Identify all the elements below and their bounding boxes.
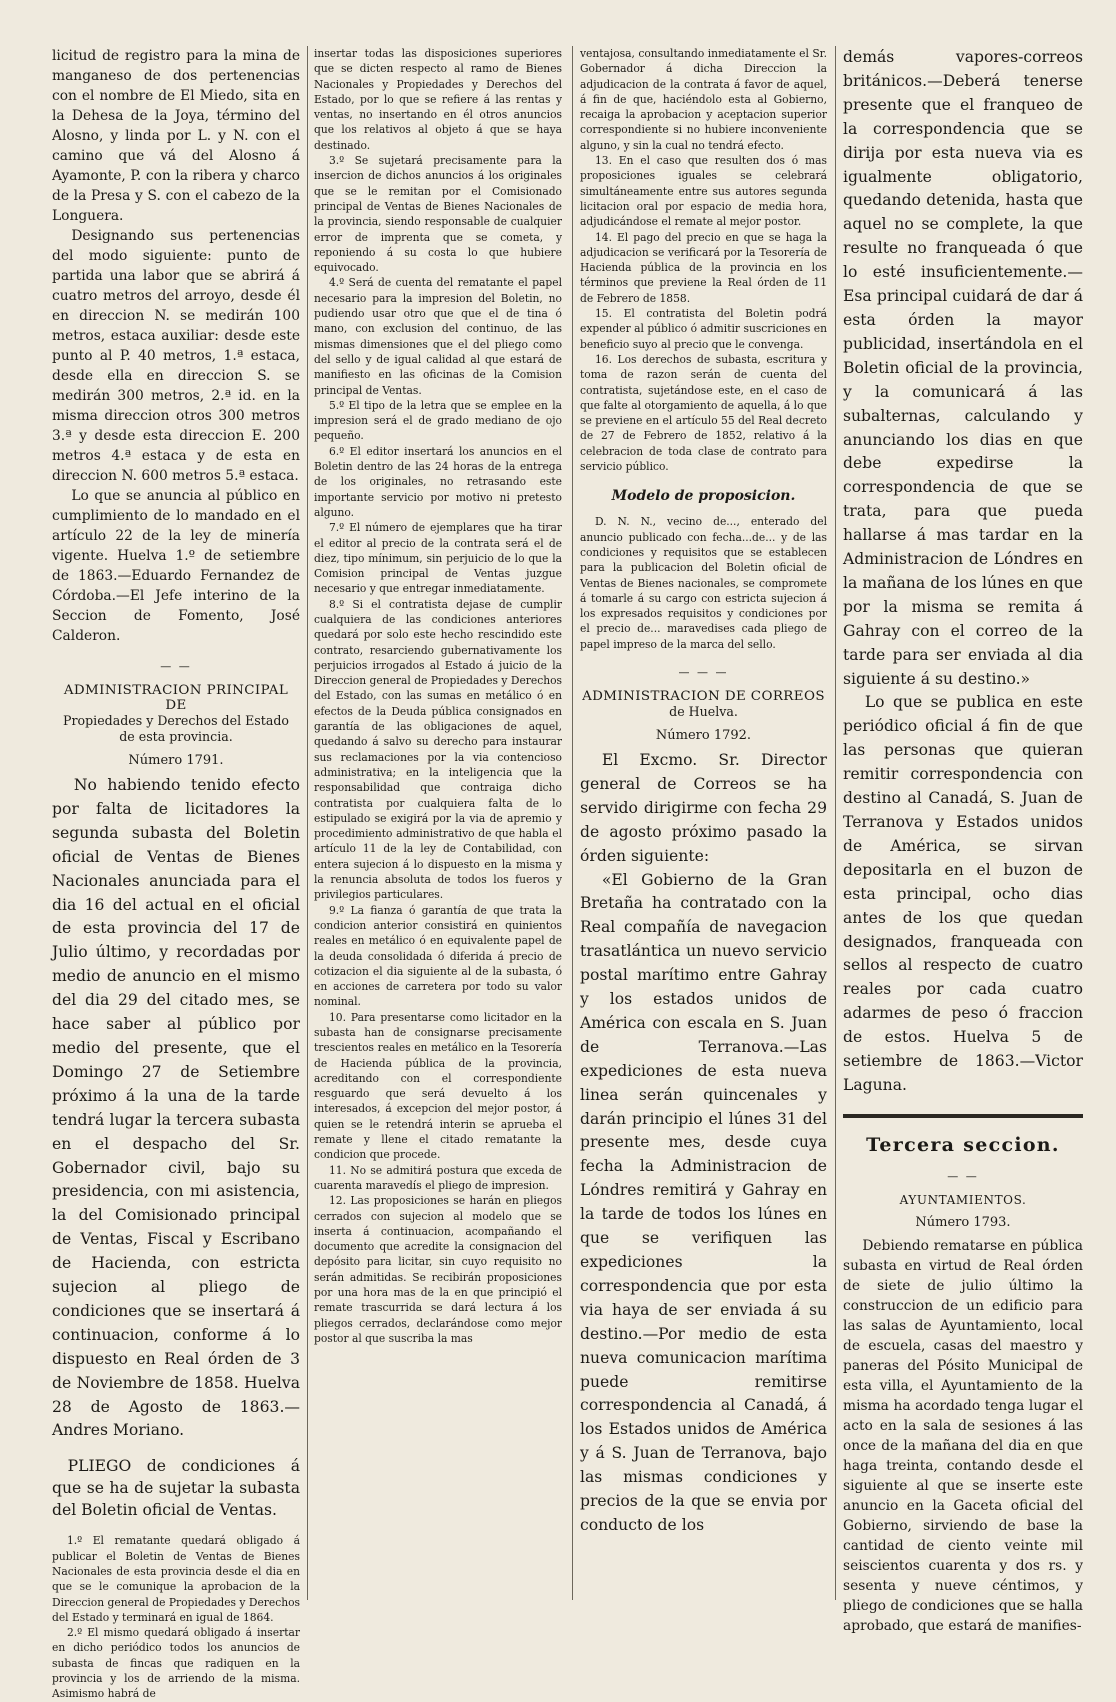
- paragraph: 13. En el caso que resulten dos ó mas proposiciones iguales se celebrará simultáneamente entre sus autores segunda licitacion oral por espacio de media hora, adjudicándose el remate al mejor postor.: [580, 154, 827, 229]
- section-subheading: Propiedades y Derechos del Estado: [63, 713, 289, 728]
- paragraph: 7.º El número de ejemplares que ha tirar el editor al precio de la contrata será el de diez, tipo mínimum, sin perjuicio de lo que la Comision principal de Ventas juzgue necesario y que entregar inmediatamente.: [314, 521, 562, 596]
- paragraph: 1.º El rematante quedará obligado á publicar el Boletin de Ventas de Bienes Nacionales de esta provincia desde el dia en que se le comunique la aprobacion de la Direccion general de Propiedades y Derechos del Estado y terminará en igual de 1864.: [52, 1534, 300, 1624]
- column-rule: [307, 46, 308, 1600]
- paragraph: 12. Las proposiciones se harán en pliegos cerrados con sujecion al modelo que se inserta á continuacion, acompañando el documento que acredite la consignacion del depósito para licitar, sin cuyo requisito no serán admitidas. Se recibirán proposiciones por una hora mas de la en que principió el remate trascurrida se dará lectura á los pliegos cerrados, declarándose como mejor postor al que suscriba la mas: [314, 1194, 562, 1345]
- section-heading: AYUNTAMIENTOS.: [899, 1192, 1027, 1207]
- notice-number: Número 1792.: [655, 727, 752, 743]
- paragraph: 4.º Será de cuenta del rematante el papel necesario para la impresion del Boletin, no pudiendo usar otro que que el de tina ó mano, con exclusion del continuo, de las mismas dimensiones que el del pliego como del sello y de igual calidad al que estará de manifiesto en las oficinas de la Comision principal de Ventas.: [314, 276, 562, 397]
- paragraph: licitud de registro para la mina de manganeso de dos pertenencias con el nombre de El Miedo, sita en la Dehesa de la Joya, término del Alosno, y linda por L. y N. con el camino que vá del Alosno á Ayamonte, P. con la ribera y charco de la Presa y S. con el cabezo de la Longuera.: [52, 48, 300, 224]
- column-rule: [572, 46, 573, 1600]
- paragraph: Lo que se anuncia al público en cumplimiento de lo mandado en el artículo 22 de la ley de minería vigente. Huelva 1.º de setiembre de 1863.—Eduardo Fernandez de Córdoba.—El Jefe interino de la Seccion de Fomento, José Calderon.: [52, 488, 300, 644]
- separator: — — —: [678, 665, 729, 679]
- column-2: [314, 46, 562, 1600]
- section-heading: ADMINISTRACION PRINCIPAL DE: [63, 683, 289, 713]
- paragraph: 5.º El tipo de la letra que se emplee en la impresion será el de grado mediano de ojo pequeño.: [314, 398, 562, 443]
- paragraph: 14. El pago del precio en que se haga la adjudicacion se verificará por la Tesorería de Hacienda pública de la provincia en los términos que previene la Real órden de 11 de Febrero de 1858.: [580, 230, 827, 305]
- paragraph: 3.º Se sujetará precisamente para la insercion de dichos anuncios á los originales que se le remitan por el Comisionado principal de Ventas de Bienes Nacionales de la provincia, siendo responsable de cualquier error de imprenta que se cometa, y reponiendo á su costa lo que hubiere equivocado.: [314, 154, 562, 275]
- paragraph: «El Gobierno de la Gran Bretaña ha contratado con la Real compañía de navegacion trasatlántica un nuevo servicio postal marítimo entre Gahray y los estados unidos de América con escala en S. Juan de Terranova.—Las expediciones de esta nueva linea serán quincenales y darán principio el lúnes 31 del presente mes, desde cuya fecha la Administracion de Lóndres remitirá y Gahray en la tarde de todos los lúnes en que se verifiquen las expediciones la correspondencia que por esta via haya de ser enviada á su destino.—Por medio de esta nueva comunicacion marítima puede remitirse correspondencia al Canadá, á los Estados unidos de América y á S. Juan de Terranova, bajo las mismas condiciones y precios de la que se envia por conducto de los: [580, 870, 827, 1534]
- paragraph: 8.º Si el contratista dejase de cumplir cualquiera de las condiciones anteriores quedará por solo este hecho rescindido este contrato, resarciendo gubernativamente los perjuicios irrogados al Estado á juicio de la Direccion general de Propiedades y Derechos del Estado, con las sumas en metálico ó en efectos de la Deuda pública consignados en garantía de las obligaciones de aquel, quedando á salvo su derecho para instaurar sus reclamaciones por la via contencioso administrativa; en la inteligencia que la responsabilidad que contraiga dicho contratista por cualquiera falta de lo estipulado se exigirá por la via de apremio y procedimiento administrativo de que habla el artículo 11 de la ley de Contabilidad, con entera sujecion á lo dispuesto en la misma y la renuncia absoluta de todos los fueros y privilegios particulares.: [314, 597, 562, 902]
- separator: — —: [160, 660, 192, 673]
- paragraph: 10. Para presentarse como licitador en la subasta han de consignarse precisamente trescientos reales en metálico en la Tesorería de Hacienda pública de la provincia, acreditando con el correspondiente resguardo que será devuelto á los interesados, á excepcion del mejor postor, á quien se le retendrá interin se aprueba el remate y llene el citado rematante la condicion que procede.: [314, 1010, 562, 1162]
- paragraph: No habiendo tenido efecto por falta de licitadores la segunda subasta del Boletin oficial de Ventas de Bienes Nacionales anunciada para el dia 16 del actual en el oficial de esta provincia del 17 de Julio último, y recordadas por medio de anuncio en el mismo del dia 29 del citado mes, se hace saber al público por medio del presente, que el Domingo 27 de Setiembre próximo á la una de la tarde tendrá lugar la tercera subasta en el despacho del Sr. Gobernador civil, bajo su presidencia, con mi asistencia, la del Comisionado principal de Ventas, Fiscal y Escribano de Hacienda, con estricta sujecion al pliego de condiciones que se insertará á continuacion, conforme á lo dispuesto en Real órden de 3 de Noviembre de 1858. Huelva 28 de Agosto de 1863.—Andres Moriano.: [52, 776, 300, 1440]
- model-heading: Modelo de proposicion.: [611, 488, 796, 505]
- notice-number: Número 1791.: [128, 753, 224, 768]
- column-1: [52, 46, 300, 1701]
- paragraph: 2.º El mismo quedará obligado á insertar en dicho periódico todos los anuncios de subasta de fincas que radiquen en la provincia y los de arriendo de la misma. Asimismo habrá de: [52, 1626, 300, 1701]
- section-rule: [843, 1114, 1083, 1118]
- paragraph: D. N. N., vecino de..., enterado del anuncio publicado con fecha...de... y de las condiciones y requisitos que se establecen para la publicacion del Boletin oficial de Ventas de Bienes nacionales, se compromete á tomarle á su cargo con estricta sujecion á los expresados requisitos y condiciones por el precio de... maravedises cada pliego de papel impreso de la marca del sello.: [580, 515, 827, 651]
- paragraph: Lo que se publica en este periódico oficial á fin de que las personas que quieran remitir correspondencia con destino al Canadá, S. Juan de Terranova y Estados unidos de América, se sirvan depositarla en el buzon de esta principal, ocho dias antes de los que quedan designados, franqueada con sellos al respecto de cuatro reales por cada cuatro adarmes de peso ó fraccion de estos. Huelva 5 de setiembre de 1863.—Victor Laguna.: [843, 693, 1083, 1094]
- column-rule: [835, 46, 836, 1600]
- paragraph: ventajosa, consultando inmediatamente el Sr. Gobernador á dicha Direccion la adjudicacion de la contrata á favor de aquel, á fin de que, haciéndolo esta al Gobierno, recaiga la aprobacion y aceptacion superior correspondiente si no hubiere inconveniente alguno, y sin la cual no tendrá efecto.: [580, 47, 827, 152]
- paragraph: insertar todas las disposiciones superiores que se dicten respecto al ramo de Bienes Nacionales y Propiedades y Derechos del Estado, por lo que se refiere á las rentas y ventas, no insertando en él otros anuncios que los relativos al objeto á que se haya destinado.: [314, 47, 562, 152]
- paragraph: Debiendo rematarse en pública subasta en virtud de Real órden de siete de julio último la construccion de un edificio para las salas de Ayuntamiento, local de escuela, casas del maestro y paneras del Pósito Municipal de esta villa, el Ayuntamiento de la misma ha acordado tenga lugar el acto en la sala de sesiones á las once de la mañana del dia en que haga treinta, contando desde el siguiente al que se inserte este anuncio en la Gaceta oficial del Gobierno, sirviendo de base la cantidad de ciento veinte mil seiscientos cuarenta y dos rs. y sesenta y nueve céntimos, y pliego de condiciones que se halla aprobado, que estará de manifies-: [843, 1237, 1083, 1634]
- notice-number: Número 1793.: [915, 1214, 1011, 1230]
- paragraph: 16. Los derechos de subasta, escritura y toma de razon serán de cuenta del contratista, sujetándose este, en el caso de que falte al otorgamiento de aquella, á lo que se previene en el artículo 55 del Real decreto de 27 de Febrero de 1852, relativo á la celebracion de toda clase de contrato para servicio público.: [580, 352, 827, 474]
- paragraph: demás vapores-correos británicos.—Deberá tenerse presente que el franqueo de la correspondencia que se dirija por esta nueva via es igualmente obligatorio, quedando detenida, hasta que aquel no se complete, la que resulte no franqueada ó que lo esté insuficientemente.—Esa principal cuidará de dar á esta órden la mayor publicidad, insertándola en el Boletin oficial de la provincia, y la comunicará á las subalternas, calculando y anunciando los dias en que debe expedirse la correspondencia de que se trata, para que pueda hallarse á mas tardar en la Administracion de Lóndres en la mañana de los lúnes en que por la misma se remita á Gahray con el correo de la tarde para ser enviada al dia siguiente á su destino.»: [843, 48, 1083, 688]
- paragraph: Designando sus pertenencias del modo siguiente: punto de partida una labor que se abrirá á cuatro metros del arroyo, desde él en direccion N. se medirán 100 metros, estaca auxiliar: desde este punto al P. 40 metros, 1.ª estaca, desde ella en direccion S. se medirán 300 metros, 2.ª id. en la misma direccion otros 300 metros 3.ª y desde esta direccion E. 200 metros 4.ª estaca y de esta en direccion N. 600 metros 5.ª estaca.: [52, 228, 300, 484]
- paragraph: 9.º La fianza ó garantía de que trata la condicion anterior consistirá en quinientos reales en metálico ó en equivalente papel de la deuda consolidada ó diferida á precio de cotizacion el dia siguiente al de la subasta, ó en acciones de carretera por todo su valor nominal.: [314, 903, 562, 1009]
- paragraph: 6.º El editor insertará los anuncios en el Boletin dentro de las 24 horas de la entrega de los originales, no retrasando este importante servicio por motivo ni pretesto alguno.: [314, 444, 562, 519]
- paragraph: 15. El contratista del Boletin podrá expender al público ó admitir suscriciones en beneficio suyo al precio que le convenga.: [580, 307, 827, 351]
- section-title: Tercera seccion.: [866, 1133, 1060, 1156]
- section-subheading: de Huelva.: [669, 703, 738, 719]
- separator: — —: [947, 1169, 979, 1183]
- column-3: [580, 46, 827, 1600]
- section-heading: ADMINISTRACION DE CORREOS: [582, 688, 825, 704]
- paragraph: El Excmo. Sr. Director general de Correos se ha servido dirigirme con fecha 29 de agosto próximo pasado la órden siguiente:: [580, 750, 827, 865]
- section-subheading: de esta provincia.: [119, 729, 233, 744]
- column-4: [843, 46, 1083, 1634]
- paragraph: PLIEGO de condiciones á que se ha de sujetar la subasta del Boletin oficial de Ventas.: [52, 1457, 300, 1520]
- paragraph: 11. No se admitirá postura que exceda de cuarenta maravedís el pliego de impresion.: [314, 1163, 562, 1192]
